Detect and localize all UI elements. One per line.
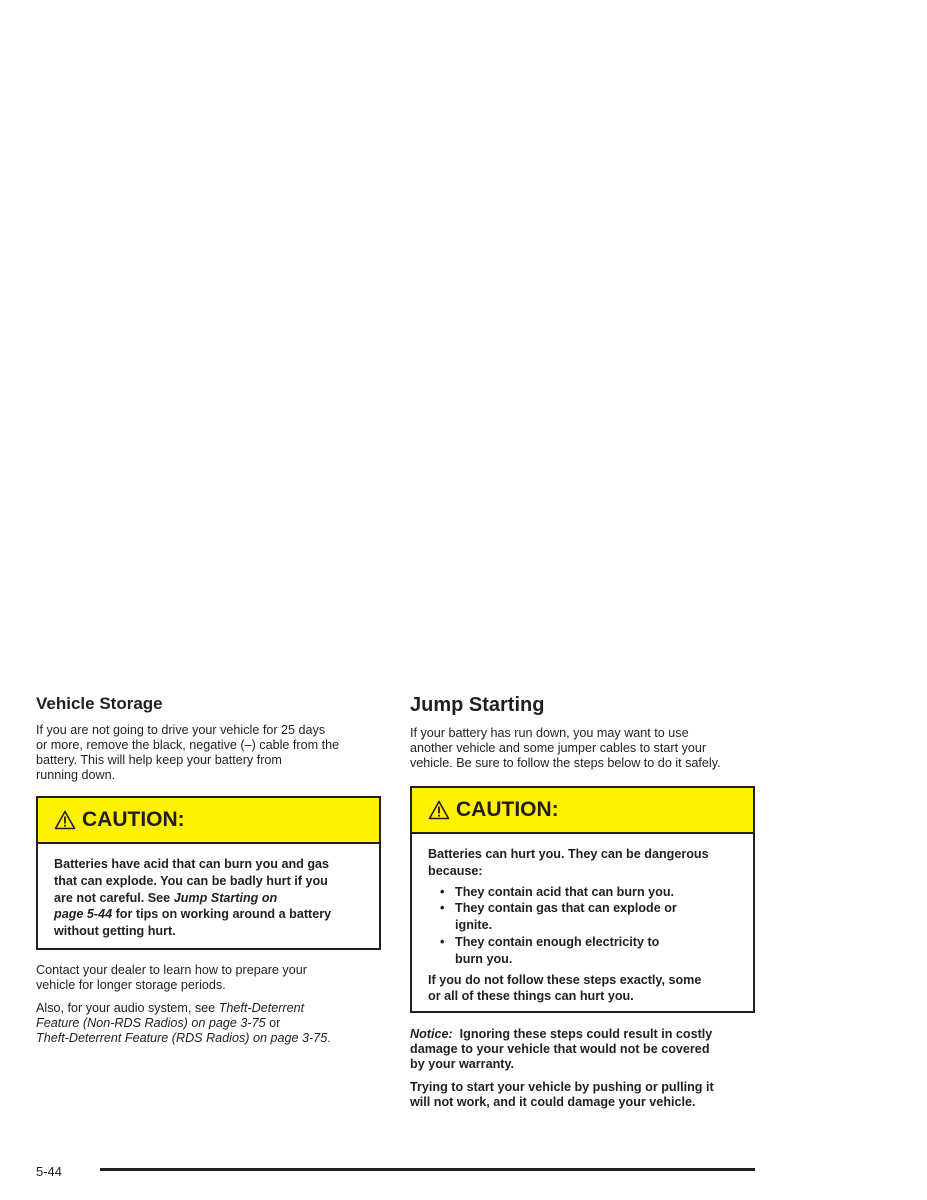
jump-starting-page-link[interactable]: page 5-44	[54, 907, 113, 922]
vehicle-storage-intro: If you are not going to drive your vehicle for 25 days or more, remove the black, negative (–) cable from the battery. This will help keep your battery from running down.	[36, 723, 340, 782]
warning-triangle-icon	[428, 800, 450, 820]
notice-paragraph: Notice: Ignoring these steps could result in costly damage to your vehicle that would not be covered by your warranty.	[410, 1027, 713, 1071]
caution-label: CAUTION:	[456, 798, 559, 821]
page-number: 5-44	[36, 1164, 63, 1179]
caution-bullet-list	[428, 884, 737, 968]
list-item: • They contain gas that can explode or ignite.	[440, 900, 737, 934]
storage-caution-text: Batteries have acid that can burn you and gas that can explode. You can be badly hurt if you are not careful. See Jump Starting on page 5-44 for tips on working around a battery without getting hurt.	[54, 857, 332, 939]
jump-caution-header	[412, 788, 753, 834]
vehicle-storage-section	[36, 693, 381, 1046]
jump-starting-link[interactable]: Jump Starting on	[173, 890, 278, 905]
list-item: • They contain acid that can burn you.	[440, 884, 737, 901]
storage-audio-paragraph: Also, for your audio system, see Theft-Deterrent Feature (Non-RDS Radios) on page 3-75 or Theft-Deterrent Feature (RDS Radios) on page 3-75.	[36, 1001, 331, 1045]
storage-caution-box	[36, 796, 381, 950]
jump-starting-heading: Jump Starting	[410, 694, 545, 716]
list-item: • They contain enough electricity to burn you.	[440, 934, 737, 968]
theft-deterrent-non-rds-link[interactable]: Theft-Deterrent	[218, 1001, 305, 1015]
notice-label: Notice:	[410, 1027, 453, 1041]
warning-triangle-icon	[54, 810, 76, 830]
jump-caution-box	[410, 786, 755, 1013]
caution-label: CAUTION:	[82, 808, 185, 831]
jump-caution-text	[412, 834, 753, 1015]
theft-deterrent-rds-link[interactable]: Theft-Deterrent Feature (RDS Radios) on page 3-75	[36, 1031, 328, 1045]
footer-divider	[100, 1168, 755, 1171]
storage-dealer-paragraph: Contact your dealer to learn how to prepare your vehicle for longer storage periods.	[36, 963, 307, 992]
push-start-warning: Trying to start your vehicle by pushing or pulling it will not work, and it could damage your vehicle.	[410, 1080, 714, 1109]
vehicle-storage-heading: Vehicle Storage	[36, 694, 163, 713]
theft-deterrent-non-rds-link-cont[interactable]: Feature (Non-RDS Radios) on page 3-75	[36, 1016, 266, 1030]
caution-lead: Batteries can hurt you. They can be dangerous because:	[428, 847, 709, 878]
caution-closing: If you do not follow these steps exactly, some or all of these things can hurt you.	[428, 972, 702, 1004]
jump-starting-section	[410, 692, 755, 1110]
jump-starting-intro: If your battery has run down, you may want to use another vehicle and some jumper cables to start your vehicle. Be sure to follow the steps below to do it safely.	[410, 726, 721, 770]
storage-caution-header	[38, 798, 379, 844]
